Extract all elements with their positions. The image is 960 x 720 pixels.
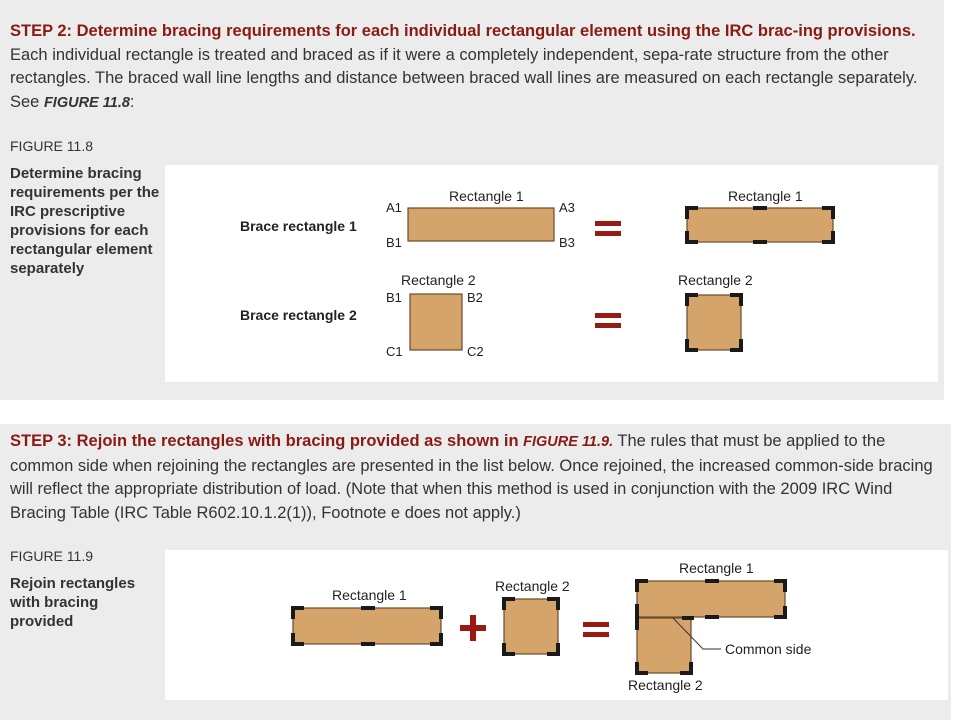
fig9-result-rectangle-2-shape	[637, 618, 691, 673]
figure-11-8-caption: Determine bracing requirements per the IRC prescriptive provisions for each rectangular element separately	[10, 165, 160, 277]
fig9-result-rectangle-1-shape	[637, 581, 785, 617]
result-rect1-title: Rectangle 1	[728, 188, 803, 204]
corner-c2: C2	[467, 344, 484, 359]
result-rectangle-1-shape	[687, 208, 833, 242]
figure-11-9-caption: Rejoin rectangles with bracing provided	[10, 575, 136, 630]
fig9-rect1-title: Rectangle 1	[332, 587, 407, 603]
step3-paragraph	[10, 430, 940, 525]
common-side-label: Common side	[725, 641, 812, 657]
rectangle-2-shape	[410, 294, 462, 350]
equals-icon-fig9	[583, 622, 609, 637]
fig9-rectangle-1-shape	[293, 608, 441, 644]
rect2-title: Rectangle 2	[401, 272, 476, 288]
fig9-rect2-title: Rectangle 2	[495, 578, 570, 594]
figure-11-9-diagram	[165, 550, 948, 700]
fig9-rectangle-2-shape	[504, 599, 558, 654]
corner-b1: B1	[386, 235, 402, 250]
step2-paragraph	[10, 20, 922, 115]
corner-b3: B3	[559, 235, 575, 250]
rect1-title: Rectangle 1	[449, 188, 524, 204]
result-rect2-title: Rectangle 2	[678, 272, 753, 288]
step2-figure-ref: FIGURE 11.8	[43, 94, 130, 111]
step2-tail: :	[129, 92, 135, 111]
corner-b2: B2	[467, 290, 483, 305]
step2-heading: STEP 2: Determine bracing requirements for each individual rectangular element using the IRC brac-ing provisions.	[10, 22, 916, 40]
brace-rectangle-2-label: Brace rectangle 2	[240, 307, 357, 323]
fig9-result-rect2-title: Rectangle 2	[628, 677, 703, 693]
corner-a1: A1	[386, 200, 402, 215]
step3-figure-ref: FIGURE 11.9.	[523, 434, 614, 450]
step3-heading-text: STEP 3: Rejoin the rectangles with bracing provided as shown in	[10, 432, 519, 450]
fig9-result-rect1-title: Rectangle 1	[679, 560, 754, 576]
figure-11-8-diagram	[165, 165, 938, 382]
corner-b1-row2: B1	[386, 290, 402, 305]
result-rectangle-2-shape	[687, 295, 741, 350]
brace-rectangle-1-label: Brace rectangle 1	[240, 218, 357, 234]
step2-body: Each individual rectangle is treated and braced as if it were a completely independent, sepa-rate structure from the other rectangles. The braced wall line lengths and distance between braced wall lines are measured on each rectangle separately. See	[10, 45, 918, 111]
figure-11-8-label: FIGURE 11.8	[10, 138, 93, 154]
step3-body: The rules that must be applied to the common side when rejoining the rectangles are presented in the list below. Once rejoined, the increased common-side bracing will reflect the appropriate distribution of load. (Note that when this method is used in conjunction with the 2009 IRC Wind Bracing Table (IRC Table R602.10.1.2(1)), Footnote e does not apply.)	[10, 432, 933, 522]
rectangle-1-shape	[408, 208, 554, 241]
figure-11-9-label: FIGURE 11.9	[10, 548, 93, 564]
equals-icon-row1	[595, 221, 621, 236]
step3-heading	[10, 432, 613, 450]
equals-icon-row2	[595, 313, 621, 328]
corner-a3: A3	[559, 200, 575, 215]
corner-c1: C1	[386, 344, 403, 359]
plus-icon	[460, 615, 486, 641]
